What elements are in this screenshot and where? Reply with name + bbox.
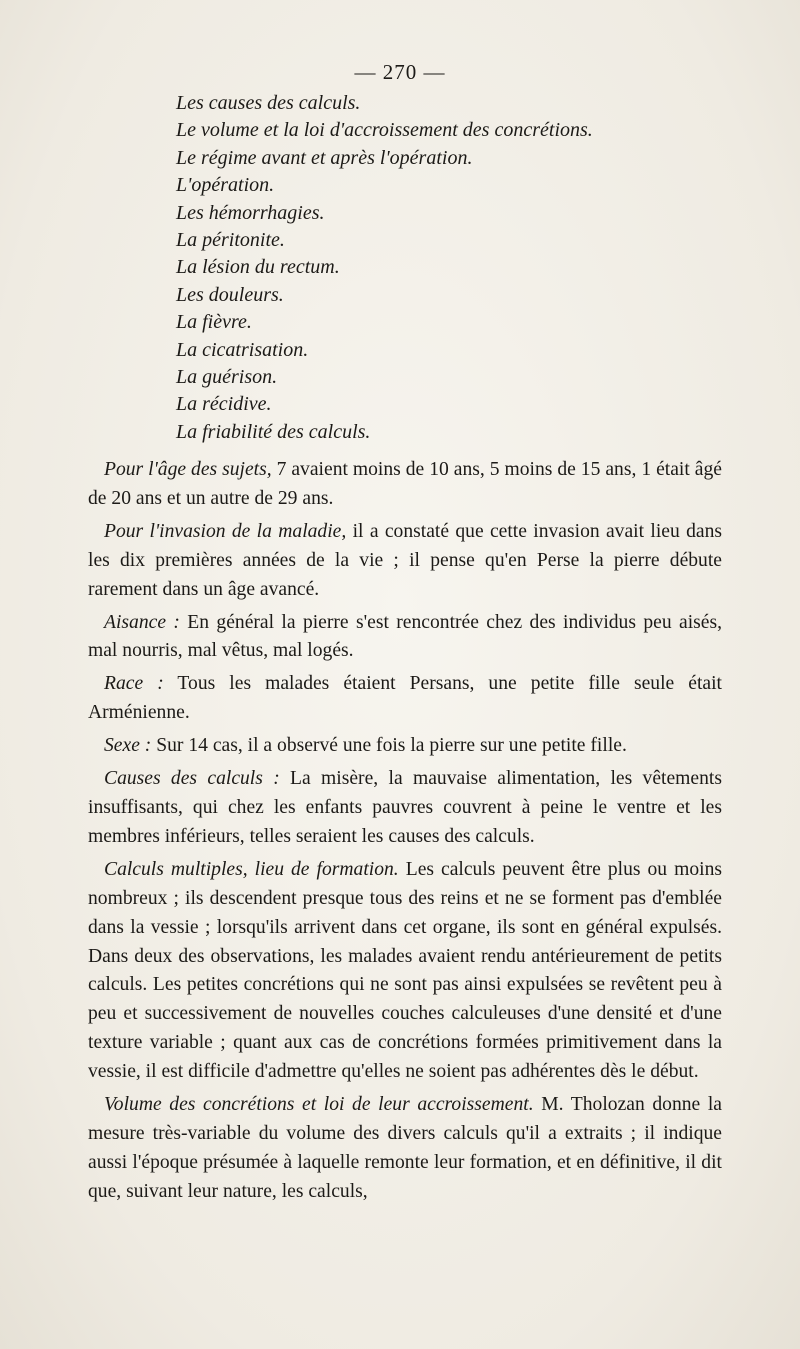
page-number: — 270 —	[354, 60, 446, 84]
topic-list	[176, 90, 593, 446]
paragraph-text: il a constaté que cette invasion avait lieu dans les dix premières années de la vie ; il pense qu'en Perse la pierre débute rarement dans un âge avancé.	[88, 520, 723, 600]
paragraph-aisance	[88, 609, 722, 667]
paragraph-lead: Race :	[104, 673, 164, 695]
body-text	[88, 456, 722, 1211]
paragraph-calculs-multiples	[88, 856, 722, 1087]
paragraph-causes	[88, 765, 722, 852]
topic-item: Les hémorrhagies.	[176, 201, 325, 224]
paragraph-text: Tous les malades étaient Persans, une petite fille seule était Arménienne.	[88, 673, 722, 724]
paragraph-text: La misère, la mauvaise alimentation, les vêtements insuffisants, qui chez les enfants pauvres couvrent à peine le ventre et les membres inférieurs, telles seraient les causes des calculs.	[88, 768, 722, 847]
paragraph-text: M. Tholozan donne la mesure très-variable du volume des divers calculs qu'il a extraits ; il indique aussi l'époque présumée à laquelle remonte leur formation, et en définitive, il dit que, suivant leur nature, les calculs,	[88, 1094, 722, 1202]
paragraph-text: 7 avaient moins de 10 ans, 5 moins de 15 ans, 1 était âgé de 20 ans et un autre de 29 ans.	[88, 459, 722, 509]
topic-item: Le régime avant et après l'opération.	[176, 146, 473, 169]
topic-item: L'opération.	[176, 174, 275, 197]
paragraph-lead: Aisance :	[104, 611, 180, 633]
topic-item: La lésion du rectum.	[176, 256, 340, 279]
paragraph-lead: Pour l'invasion de la maladie,	[104, 520, 347, 542]
topic-item: Les causes des calculs.	[176, 92, 361, 114]
paragraph-volume	[88, 1091, 722, 1207]
paragraph-race	[88, 670, 722, 728]
paragraph-age	[88, 456, 722, 514]
paragraph-lead: Pour l'âge des sujets,	[104, 459, 272, 480]
topic-item: La péritonite.	[176, 229, 285, 252]
paragraph-lead: Sexe :	[104, 735, 152, 757]
paragraph-lead: Causes des calculs :	[104, 768, 280, 790]
paragraph-lead: Calculs multiples, lieu de formation.	[104, 858, 399, 880]
topic-item: La récidive.	[176, 393, 272, 416]
paragraph-text: En général la pierre s'est rencontrée chez des individus peu aisés, mal nourris, mal vêtus, mal logés.	[88, 611, 722, 662]
topic-item: La cicatrisation.	[176, 338, 309, 361]
paragraph-text: Les calculs peuvent être plus ou moins nombreux ; ils descendent presque tous des reins et ne se forment pas d'emblée dans la vessie ; lorsqu'ils arrivent dans cet organe, ils sont en général expulsés. Dans deux des observations, les malades avaient rendu antérieurement de petits calculs. Les petites concrétions qui ne sont pas ainsi expulsées se revêtent peu à peu et successivement de nouvelles couches calculeuses d'une densité et d'une texture variable ; quant aux cas de concrétions formées primitivement dans la vessie, il est difficile d'admettre qu'elles ne soient pas adhérentes dès le début.	[88, 858, 722, 1083]
paragraph-sexe	[88, 732, 722, 761]
paragraph-lead: Volume des concrétions et loi de leur accroissement.	[104, 1094, 534, 1116]
topic-item: La fièvre.	[176, 311, 252, 334]
topic-item: La guérison.	[176, 366, 278, 389]
paragraph-text: Sur 14 cas, il a observé une fois la pierre sur une petite fille.	[151, 735, 627, 757]
topic-item: Les douleurs.	[176, 283, 284, 306]
topic-item: La friabilité des calculs.	[176, 420, 371, 443]
topic-item: Le volume et la loi d'accroissement des concrétions.	[176, 119, 593, 142]
paragraph-invasion	[88, 518, 722, 605]
